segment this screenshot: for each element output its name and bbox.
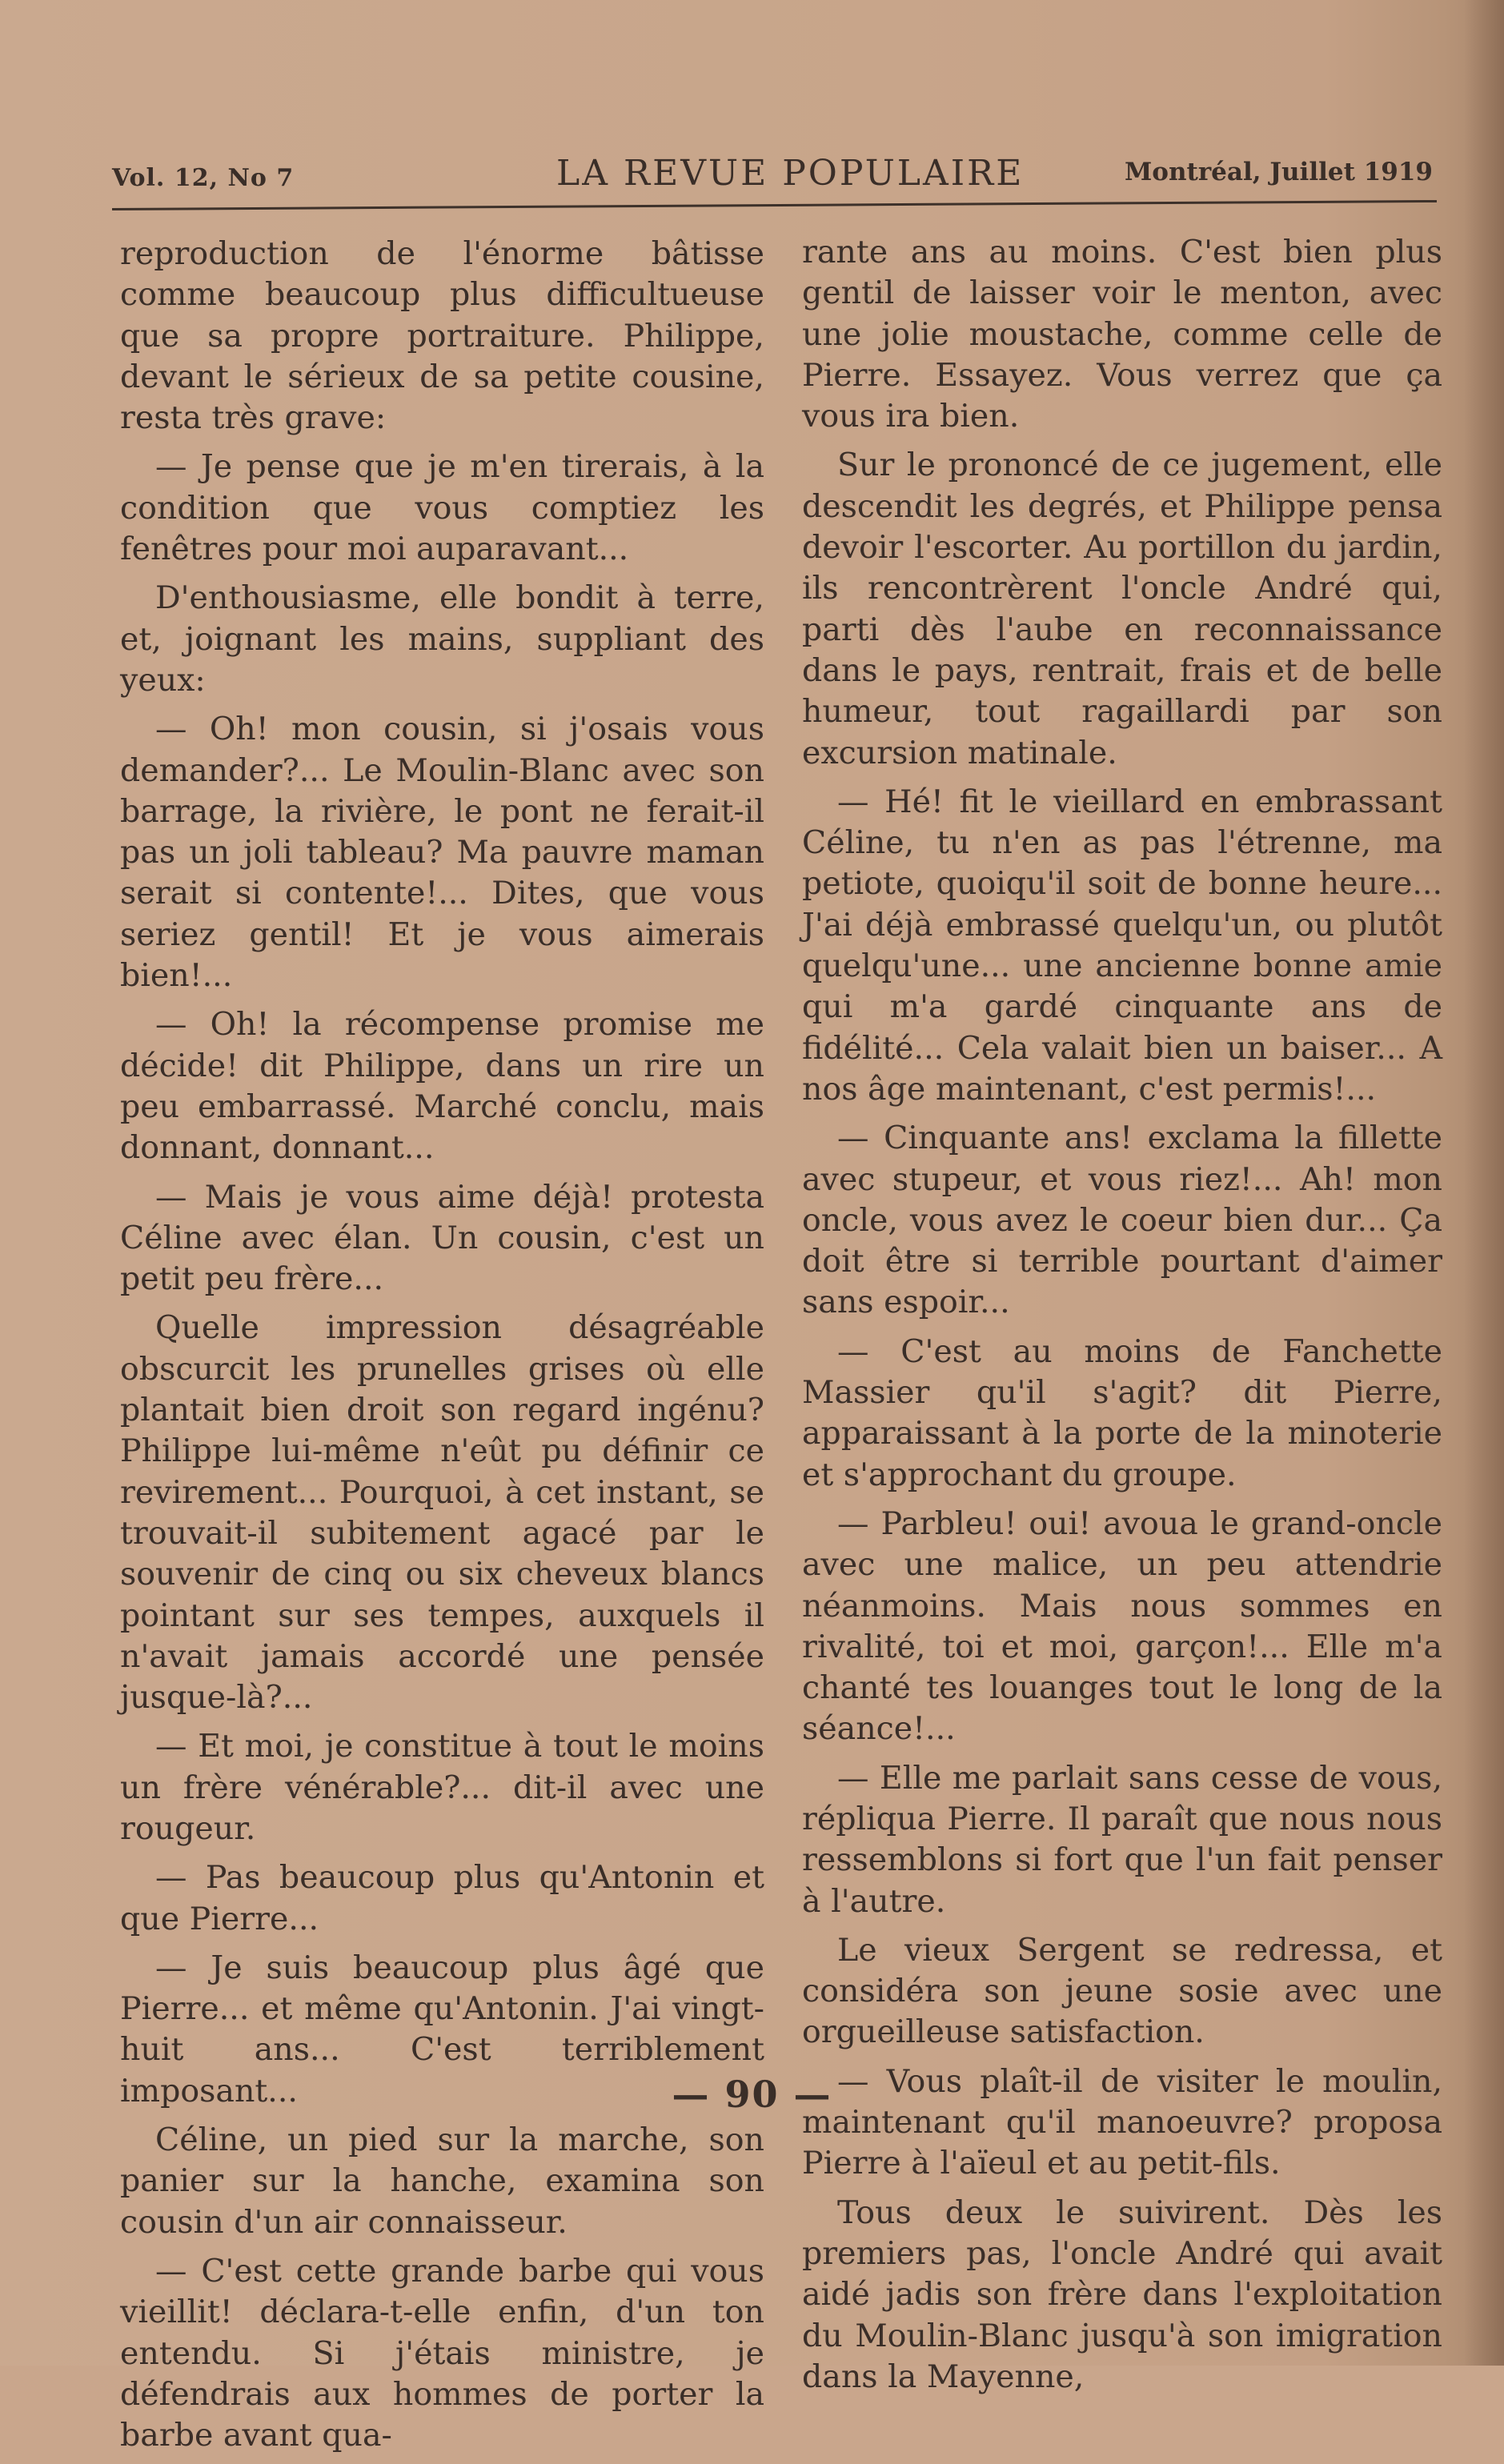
paragraph: — Cinquante ans! exclama la fillette avec stupeur, et vous riez!... Ah! mon oncle, vous avez le coeur bien dur... Ça doit être si terrible pourtant d'aimer sans espoir...	[802, 1120, 1442, 1321]
paragraph: — Oh! la récompense promise me décide! dit Philippe, dans un rire un peu embarrassé. Marché conclu, mais donnant, donnant...	[120, 1006, 764, 1167]
issue-date: Montréal, Juillet 1919	[1124, 158, 1433, 186]
paragraph: Céline, un pied sur la marche, son panier sur la hanche, examina son cousin d'un air connaisseur.	[120, 2121, 764, 2241]
running-header	[112, 148, 1433, 196]
page-edge-shadow	[1464, 0, 1504, 2366]
paragraph: reproduction de l'énorme bâtisse comme beaucoup plus difficultueuse que sa propre portraiture. Philippe, devant le sérieux de sa petite cousine, resta très grave:	[120, 235, 764, 437]
page-number: — 90 —	[672, 2073, 832, 2116]
paragraph: — Elle me parlait sans cesse de vous, répliqua Pierre. Il paraît que nous nous ressemblons si fort que l'un fait penser à l'autre.	[802, 1759, 1442, 1920]
paragraph: Quelle impression désagréable obscurcit les prunelles grises où elle plantait bien droit son regard ingénu? Philippe lui-même n'eût pu définir ce revirement... Pourquoi, à cet instant, se trouvait-il subitement agacé par le souvenir de cinq ou six cheveux blancs pointant sur ses tempes, auxquels il n'avait jamais accordé une pensée jusque-là?...	[120, 1309, 764, 1717]
paragraph: — Vous plaît-il de visiter le moulin, maintenant qu'il manoeuvre? proposa Pierre à l'aïeul et au petit-fils.	[802, 2062, 1442, 2182]
paragraph: — C'est au moins de Fanchette Massier qu'il s'agit? dit Pierre, apparaissant à la porte de la minoterie et s'approchant du groupe.	[802, 1332, 1442, 1493]
paragraph: Le vieux Sergent se redressa, et considéra son jeune sosie avec une orgueilleuse satisfaction.	[802, 1931, 1442, 2051]
paragraph: — Je pense que je m'en tirerais, à la condition que vous comptiez les fenêtres pour moi auparavant...	[120, 448, 764, 568]
paragraph: Tous deux le suivirent. Dès les premiers pas, l'oncle André qui avait aidé jadis son frère dans l'exploitation du Moulin-Blanc jusqu'à son imigration dans la Mayenne,	[802, 2194, 1442, 2395]
paragraph: rante ans au moins. C'est bien plus gentil de laisser voir le menton, avec une jolie moustache, comme celle de Pierre. Essayez. Vous verrez que ça vous ira bien.	[802, 234, 1442, 435]
paragraph: — Je suis beaucoup plus âgé que Pierre... et même qu'Antonin. J'ai vingt-huit ans... C'est terriblement imposant...	[120, 1949, 764, 2109]
paragraph: — Oh! mon cousin, si j'osais vous demander?... Le Moulin-Blanc avec son barrage, la rivière, le pont ne ferait-il pas un joli tableau? Ma pauvre maman serait si contente!... Dites, que vous seriez gentil! Et je vous aimerais bien!...	[120, 711, 764, 995]
paragraph: Sur le prononcé de ce jugement, elle descendit les degrés, et Philippe pensa devoir l'escorter. Au portillon du jardin, ils rencontrèrent l'oncle André qui, parti dès l'aube en reconnaissance dans le pays, rentrait, frais et de belle humeur, tout ragaillardi par son excursion matinale.	[802, 447, 1442, 771]
publication-title: LA REVUE POPULAIRE	[556, 153, 1025, 194]
paragraph: — Parbleu! oui! avoua le grand-oncle avec une malice, un peu attendrie néanmoins. Mais nous sommes en rivalité, toi et moi, garçon!... Elle m'a chanté tes louanges tout le long de la séance!...	[802, 1504, 1442, 1748]
paragraph: — Mais je vous aime déjà! protesta Céline avec élan. Un cousin, c'est un petit peu frère...	[120, 1178, 764, 1298]
paragraph: — Pas beaucoup plus qu'Antonin et que Pierre...	[120, 1859, 764, 1937]
paragraph: — C'est cette grande barbe qui vous vieillit! déclara-t-elle enfin, d'un ton entendu. Si j'étais ministre, je défendrais aux hommes de porter la barbe avant qua-	[120, 2252, 764, 2454]
paragraph: D'enthousiasme, elle bondit à terre, et, joignant les mains, suppliant des yeux:	[120, 579, 764, 699]
paragraph: — Hé! fit le vieillard en embrassant Céline, tu n'en as pas l'étrenne, ma petiote, quoiqu'il soit de bonne heure... J'ai déjà embrassé quelqu'un, ou plutôt quelqu'une... une ancienne bonne amie qui m'a gardé cinquante ans de fidélité... Cela valait bien un baiser... A nos âge maintenant, c'est permis!...	[802, 783, 1442, 1108]
left-column	[120, 234, 764, 2464]
paragraph: — Et moi, je constitue à tout le moins un frère vénérable?... dit-il avec une rougeur.	[120, 1728, 764, 1847]
volume-number: Vol. 12, No 7	[112, 164, 295, 192]
